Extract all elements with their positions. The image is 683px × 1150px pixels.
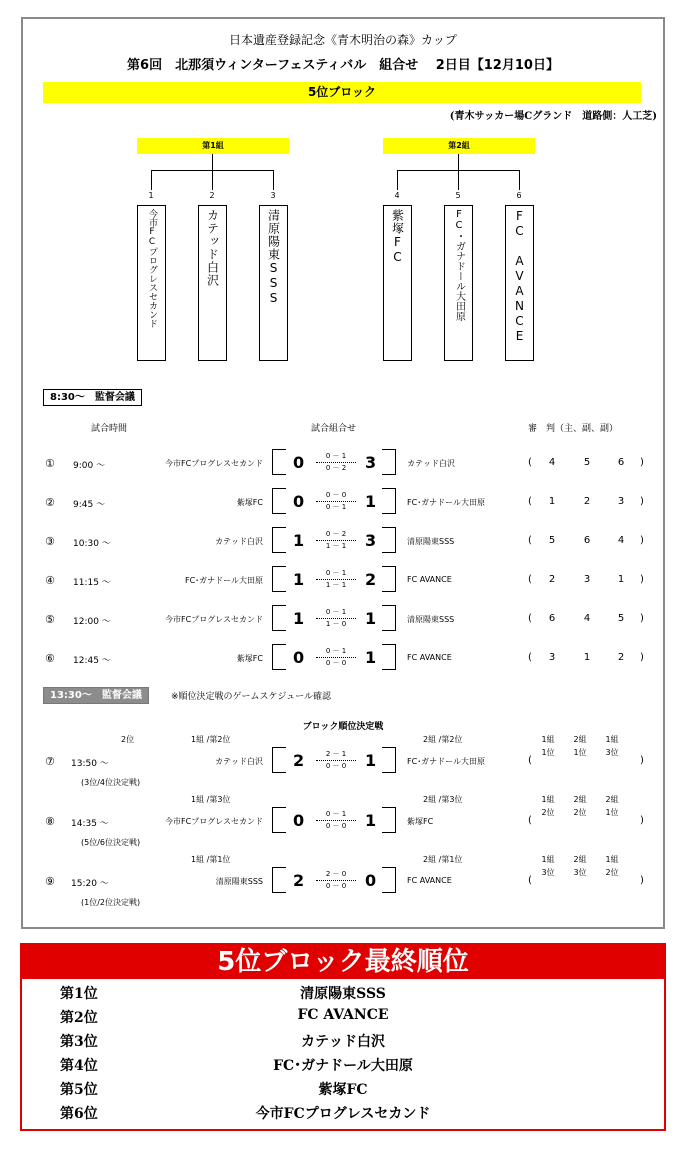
referee-assistant: 3 [617, 496, 625, 507]
team-box [137, 205, 166, 361]
home-source: 1組 /第2位 [191, 735, 231, 744]
away-team: FC･ガナドール大田原 [407, 757, 486, 766]
column-time: 試合時間 [91, 424, 128, 434]
standing-position: 第4位 [60, 1058, 98, 1074]
ref-group: 2組 [573, 855, 587, 864]
bracket-right [382, 807, 396, 833]
home-score: 0 [293, 648, 305, 667]
match-time: 14:35 ～ [71, 819, 109, 829]
bracket-right [382, 605, 396, 631]
standing-row [22, 1005, 664, 1029]
standing-row [22, 1029, 664, 1053]
home-score: 0 [293, 492, 305, 511]
ref-group: 1組 [541, 735, 555, 744]
away-score: 1 [365, 492, 377, 511]
home-team: FC･ガナドール大田原 [184, 576, 263, 585]
ref-rank: 2位 [573, 808, 587, 817]
referee-assistant: 5 [583, 457, 591, 468]
away-team: 清原陽東SSS [407, 615, 455, 624]
referee-assistant: 1 [583, 652, 591, 663]
away-score: 3 [365, 453, 377, 472]
group-1-label: 第1組 [137, 138, 289, 154]
standing-row [22, 981, 664, 1005]
team-name: FC AVANCE [512, 209, 527, 344]
decider-label: (1位/2位決定戦) [81, 898, 141, 907]
referee-assistant: 2 [583, 496, 591, 507]
ref-group: 2組 [573, 735, 587, 744]
away-score: 3 [365, 531, 377, 550]
match-time: 15:20 ～ [71, 879, 109, 889]
away-score: 1 [365, 648, 377, 667]
standing-team: 紫塚FC [318, 1082, 368, 1098]
standing-team: カテッド白沢 [301, 1034, 385, 1050]
away-source: 2組 /第2位 [423, 735, 463, 744]
ref-rank: 3位 [605, 748, 619, 757]
paren: ) [640, 815, 644, 826]
standing-position: 第1位 [60, 986, 98, 1002]
away-score: 1 [365, 751, 377, 770]
away-team: FC AVANCE [407, 575, 452, 584]
team-name: FC・ガナドール大田原 [453, 209, 465, 321]
bracket-left [272, 488, 286, 514]
referee-assistant: 4 [583, 613, 591, 624]
first-half-score: 2 － 0 [325, 870, 347, 878]
decider-label: (5位/6位決定戦) [81, 838, 141, 847]
team-name: 今市FCプログレスセカンド [147, 209, 157, 328]
referee-assistant: 3 [583, 574, 591, 585]
second-half-score: 1 － 0 [325, 620, 347, 628]
second-half-score: 0 － 2 [325, 464, 347, 472]
paren: ) [640, 755, 644, 766]
home-score: 0 [293, 453, 305, 472]
second-half-score: 0 － 1 [325, 503, 347, 511]
standing-team: 今市FCプログレスセカンド [255, 1106, 431, 1122]
first-half-score: 0 － 1 [325, 810, 347, 818]
home-score: 2 [293, 751, 305, 770]
first-half-score: 0 － 1 [325, 608, 347, 616]
match-number: ③ [45, 535, 55, 548]
home-source: 1組 /第1位 [191, 855, 231, 864]
away-score: 1 [365, 609, 377, 628]
first-half-score: 0 － 1 [325, 647, 347, 655]
bracket-right [382, 747, 396, 773]
home-score: 0 [293, 811, 305, 830]
match-number: ② [45, 496, 55, 509]
team-name: 紫塚FC [390, 209, 405, 265]
match-row [23, 488, 663, 516]
standing-row [22, 1077, 664, 1101]
away-score: 0 [365, 871, 377, 890]
team-number: 5 [455, 191, 461, 200]
first-half-score: 0 － 1 [325, 452, 347, 460]
second-half-score: 0 － 0 [325, 659, 347, 667]
ranking-title: ブロック順位決定戦 [302, 722, 384, 732]
away-score: 1 [365, 811, 377, 830]
team-number: 6 [516, 191, 522, 200]
match-number: ⑧ [45, 815, 55, 828]
meeting-note: ※順位決定戦のゲームスケジュール確認 [171, 692, 332, 702]
paren: ( [528, 652, 532, 663]
ref-group: 1組 [541, 855, 555, 864]
home-score: 1 [293, 609, 305, 628]
standing-team: 清原陽東SSS [300, 986, 386, 1002]
bracket-left [272, 605, 286, 631]
bracket-line [458, 170, 459, 190]
final-standings-title: 5位ブロック最終順位 [22, 945, 664, 979]
bracket-left [272, 566, 286, 592]
team-name: カテッド白沢 [205, 209, 220, 287]
team-name: 清原陽東SSS [266, 209, 281, 306]
match-time: 12:45 ～ [73, 656, 111, 666]
standing-team: FC･ガナドール大田原 [273, 1058, 413, 1074]
second-half-score: 0 － 0 [325, 882, 347, 890]
second-half-score: 0 － 0 [325, 822, 347, 830]
away-team: FC AVANCE [407, 653, 452, 662]
meeting-label: 8:30～ 監督会議 [43, 389, 142, 406]
paren: ) [640, 875, 644, 886]
paren: ( [528, 755, 532, 766]
bracket-left [272, 644, 286, 670]
paren: ) [640, 574, 644, 585]
ref-rank: 1位 [541, 748, 555, 757]
paren: ) [640, 613, 644, 624]
bracket-left [272, 449, 286, 475]
match-time: 10:30 ～ [73, 539, 111, 549]
referee-main: 6 [548, 613, 556, 624]
rank-label: 2位 [121, 735, 135, 744]
ref-group: 2組 [605, 795, 619, 804]
referee-main: 1 [548, 496, 556, 507]
match-number: ④ [45, 574, 55, 587]
away-score: 2 [365, 570, 377, 589]
match-row [23, 449, 663, 477]
standing-position: 第5位 [60, 1082, 98, 1098]
team-number: 4 [394, 191, 400, 200]
paren: ) [640, 652, 644, 663]
home-team: カテッド白沢 [215, 537, 263, 546]
match-number: ⑨ [45, 875, 55, 888]
first-half-score: 0 － 0 [325, 491, 347, 499]
bracket-line [458, 154, 459, 170]
bracket-line [397, 170, 398, 190]
match-time: 9:00 ～ [73, 461, 106, 471]
standing-row [22, 1053, 664, 1077]
paren: ( [528, 457, 532, 468]
bracket-right [382, 449, 396, 475]
match-number: ⑤ [45, 613, 55, 626]
ref-rank: 3位 [541, 868, 555, 877]
home-score: 2 [293, 871, 305, 890]
ranking-match-row [23, 867, 663, 895]
ref-rank: 1位 [605, 808, 619, 817]
away-team: 紫塚FC [407, 817, 434, 826]
ref-group: 1組 [605, 855, 619, 864]
paren: ) [640, 496, 644, 507]
bracket-right [382, 566, 396, 592]
paren: ( [528, 613, 532, 624]
block-banner: 5位ブロック [43, 82, 641, 103]
bracket-left [272, 747, 286, 773]
team-box [383, 205, 412, 361]
match-row [23, 527, 663, 555]
group-2-label: 第2組 [383, 138, 535, 154]
standing-position: 第2位 [60, 1010, 98, 1026]
bracket-line [212, 154, 213, 170]
second-half-score: 0 － 0 [325, 762, 347, 770]
event-title: 日本遺産登録記念《青木明治の森》カップ [229, 33, 457, 47]
match-time: 12:00 ～ [73, 617, 111, 627]
standing-team: FC AVANCE [297, 1007, 389, 1023]
match-number: ⑥ [45, 652, 55, 665]
bracket-right [382, 488, 396, 514]
ref-rank: 2位 [605, 868, 619, 877]
ref-group: 2組 [573, 795, 587, 804]
referee-assistant: 4 [617, 535, 625, 546]
home-team: 紫塚FC [236, 498, 263, 507]
team-number: 1 [148, 191, 154, 200]
away-source: 2組 /第3位 [423, 795, 463, 804]
team-box [259, 205, 288, 361]
team-number: 2 [209, 191, 215, 200]
referee-main: 5 [548, 535, 556, 546]
away-source: 2組 /第1位 [423, 855, 463, 864]
home-team: 紫塚FC [236, 654, 263, 663]
referee-main: 2 [548, 574, 556, 585]
paren: ) [640, 457, 644, 468]
venue-label: (青木サッカー場Cグランド 道路側：人工芝) [449, 111, 657, 122]
match-number: ① [45, 457, 55, 470]
referee-assistant: 6 [583, 535, 591, 546]
bracket-line [212, 170, 213, 190]
first-half-score: 2 － 1 [325, 750, 347, 758]
referee-main: 3 [548, 652, 556, 663]
standing-row [22, 1101, 664, 1125]
home-score: 1 [293, 531, 305, 550]
column-match: 試合組合せ [311, 424, 357, 434]
paren: ( [528, 535, 532, 546]
home-source: 1組 /第3位 [191, 795, 231, 804]
paren: ) [640, 535, 644, 546]
referee-assistant: 2 [617, 652, 625, 663]
bracket-right [382, 867, 396, 893]
paren: ( [528, 875, 532, 886]
ref-rank: 2位 [541, 808, 555, 817]
home-team: 今市FCプログレスセカンド [165, 459, 263, 468]
match-time: 13:50 ～ [71, 759, 109, 769]
match-row [23, 644, 663, 672]
ref-rank: 1位 [573, 748, 587, 757]
schedule-sheet [21, 17, 665, 929]
column-ref: 審 判（主、副、副） [528, 424, 619, 434]
team-number: 3 [270, 191, 276, 200]
home-team: 今市FCプログレスセカンド [165, 615, 263, 624]
referee-assistant: 5 [617, 613, 625, 624]
team-box [198, 205, 227, 361]
match-number: ⑦ [45, 755, 55, 768]
standing-position: 第3位 [60, 1034, 98, 1050]
home-team: 清原陽東SSS [215, 877, 263, 886]
away-team: 清原陽東SSS [407, 537, 455, 546]
away-team: FC･ガナドール大田原 [407, 498, 486, 507]
away-team: カテッド白沢 [407, 459, 455, 468]
bracket-left [272, 807, 286, 833]
bracket-line [273, 170, 274, 190]
paren: ( [528, 496, 532, 507]
bracket-right [382, 644, 396, 670]
bracket-line [519, 170, 520, 190]
second-half-score: 1 － 1 [325, 581, 347, 589]
away-team: FC AVANCE [407, 876, 452, 885]
ref-rank: 3位 [573, 868, 587, 877]
home-score: 1 [293, 570, 305, 589]
ranking-match-row [23, 807, 663, 835]
bracket-left [272, 867, 286, 893]
decider-label: (3位/4位決定戦) [81, 778, 141, 787]
second-half-score: 1 － 1 [325, 542, 347, 550]
bracket-line [151, 170, 152, 190]
ranking-match-row [23, 747, 663, 775]
match-time: 11:15 ～ [73, 578, 111, 588]
ref-group: 1組 [605, 735, 619, 744]
match-row [23, 566, 663, 594]
first-half-score: 0 － 1 [325, 569, 347, 577]
team-box [505, 205, 534, 361]
team-box [444, 205, 473, 361]
referee-assistant: 6 [617, 457, 625, 468]
standing-position: 第6位 [60, 1106, 98, 1122]
first-half-score: 0 － 2 [325, 530, 347, 538]
page-title: 第6回 北那須ウィンターフェスティバル 組合せ 2日目【12月10日】 [127, 58, 559, 73]
match-row [23, 605, 663, 633]
bracket-right [382, 527, 396, 553]
match-time: 9:45 ～ [73, 500, 106, 510]
home-team: カテッド白沢 [215, 757, 263, 766]
final-standings [20, 943, 666, 1131]
paren: ( [528, 574, 532, 585]
referee-assistant: 1 [617, 574, 625, 585]
ref-group: 1組 [541, 795, 555, 804]
home-team: 今市FCプログレスセカンド [165, 817, 263, 826]
bracket-left [272, 527, 286, 553]
meeting-label: 13:30～ 監督会議 [43, 687, 149, 704]
referee-main: 4 [548, 457, 556, 468]
paren: ( [528, 815, 532, 826]
